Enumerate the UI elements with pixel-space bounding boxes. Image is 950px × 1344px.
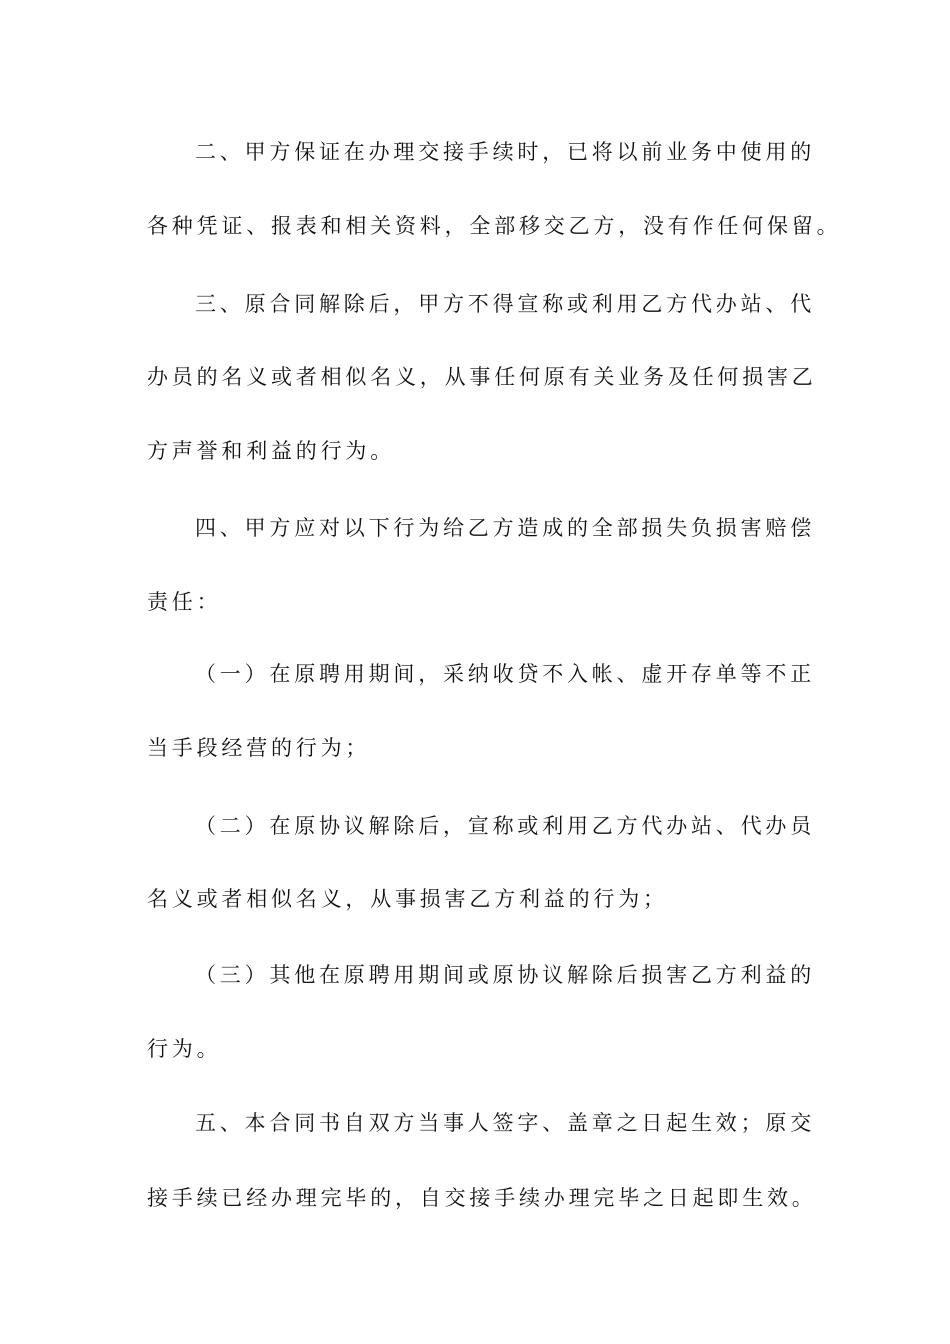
- clause-4-item-1-line-2: 当手段经营的行为；: [147, 736, 371, 760]
- clause-4-line-2: 责任：: [147, 590, 222, 614]
- clause-3-line-1: 三、原合同解除后，甲方不得宣称或利用乙方代办站、代: [195, 292, 815, 316]
- clause-4-item-3-line-1: （三）其他在原聘用期间或原协议解除后损害乙方利益的: [195, 963, 815, 987]
- clause-5-line-1: 五、本合同书自双方当事人签字、盖章之日起生效；原交: [195, 1111, 815, 1135]
- clause-4-item-1-line-1: （一）在原聘用期间，采纳收贷不入帐、虚开存单等不正: [195, 662, 815, 686]
- clause-5-line-2: 接手续已经办理完毕的，自交接手续办理完毕之日起即生效。: [147, 1186, 817, 1210]
- clause-2-line-2: 各种凭证、报表和相关资料，全部移交乙方，没有作任何保留。: [147, 214, 842, 238]
- clause-4-item-3-line-2: 行为。: [147, 1037, 222, 1061]
- clause-3-line-2: 办员的名义或者相似名义，从事任何原有关业务及任何损害乙: [147, 365, 817, 389]
- clause-3-line-3: 方声誉和利益的行为。: [147, 439, 395, 463]
- clause-2-line-1: 二、甲方保证在办理交接手续时，已将以前业务中使用的: [195, 140, 815, 164]
- clause-4-line-1: 四、甲方应对以下行为给乙方造成的全部损失负损害赔偿: [195, 516, 815, 540]
- clause-4-item-2-line-1: （二）在原协议解除后，宣称或利用乙方代办站、代办员: [195, 814, 815, 838]
- clause-4-item-2-line-2: 名义或者相似名义，从事损害乙方利益的行为；: [147, 887, 668, 911]
